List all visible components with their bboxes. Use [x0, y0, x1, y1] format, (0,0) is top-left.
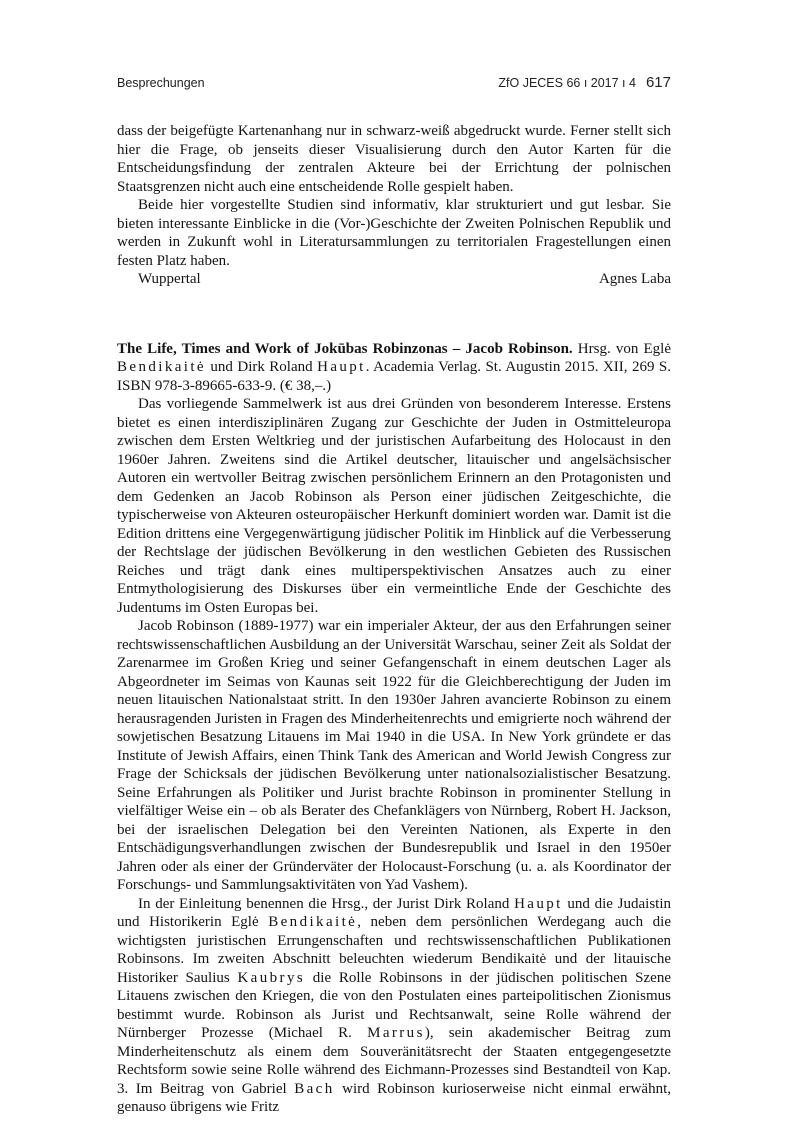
review-paragraph-1: Das vorliegende Sammelwerk ist aus drei Gründen von besonderem Interesse. Erstens bietet es einen interdisziplinären Zugang zur Geschichte der Juden in Ostmitteleuropa zwischen dem Ersten Weltkrieg und der juristischen Aufarbeitung des Holocaust in den 1960er Jahren. Zweitens sind die Artikel deutscher, litauischer und angelsächsischer Autoren ein wertvoller Beitrag zwischen persönlichem Erinnern an den Protagonisten und dem Gedenken an Jacob Robinson als Person einer jüdischen Zeitgeschichte, die typischerweise von Akteuren osteuropäischer Herkunft dominiert worden war. Damit ist die Edition drittens eine Vergegenwärtigung jüdischer Politik im Hinblick auf die Verbesserung der Rechtslage der jüdischen Bevölkerung in den westlichen Gebieten des Russischen Reiches und trägt dank eines multiperspektivischen Ansatzes auch zu einer Entmythologisierung des Diskurses über ein vermeintliche Ende der Geschichte des Judentums im Osten Europas bei. [117, 396, 671, 616]
review-paragraph-2: Jacob Robinson (1889-1977) war ein imperialer Akteur, der aus den Erfahrungen seiner rechtswissenschaftlichen Ausbildung an der Universität Warschau, seiner Zeit als Soldat der Zarenarmee im Großen Krieg und seiner Gefangenschaft in einem deutschen Lager als Abgeordneter im Seimas von Kaunas seit 1922 für die Gleichberechtigung der Juden im neuen litauischen Nationalstaat stritt. In den 1930er Jahren avancierte Robinson zu einem herausragenden Juristen in Fragen des Minderheitenrechts und emigrierte noch während der sowjetischen Besatzung Litauens im Mai 1940 in die USA. In New York gründete er das Institute of Jewish Affairs, einen Think Tank des American and World Jewish Congress zur Frage der Schicksals der jüdischen Bevölkerung unter nationalsozialistischer Besatzung. Seine Erfahrungen als Politiker und Jurist brachte Robinson in prominenter Stellung in vielfältiger Weise ein – ob als Berater des Chefanklägers von Nürnberg, Robert H. Jackson, bei der israelischen Delegation bei den Vereinten Nationen, als Experte in den Entschädigungsverhandlungen zwischen der Bundesrepublik und Israel in den 1950er Jahren oder als einer der Gründerväter der Holocaust-Forschung (u. a. als Koordinator der Forschungs- und Sammlungsaktivitäten von Yad Vashem). [117, 618, 671, 893]
review-bibliography [117, 340, 671, 396]
prev-review-paragraph-2: Beide hier vorgestellte Studien sind informativ, klar strukturiert und gut lesbar. Sie bieten interessante Einblicke in die (Vor-)Geschichte der Zweiten Polnischen Republik und werden in Zukunft wohl in Literatursammlungen zu territorialen Fragestellungen einen festen Platz haben. [117, 197, 671, 269]
biblio-part-2: und Dirk Roland [205, 359, 318, 375]
biblio-part-1: Hrsg. von Eglė [572, 340, 671, 357]
author-name-bach: Bach [294, 1080, 335, 1097]
book-title: The Life, Times and Work of Jokūbas Robinzonas – Jacob Robinson. [117, 340, 573, 357]
author-name-marrus: Marrus [367, 1025, 425, 1041]
editor-1: Bendikaitė [117, 359, 206, 375]
biblio-part-3: . Academia Verlag. St. Augustin 2015. XII, 269 S. ISBN 978-3-89665-633-9. (€ 38,–.) [117, 359, 672, 394]
reviewer-name: Agnes Laba [598, 271, 671, 287]
author-name-bendikaite: Bendikaitė [268, 914, 358, 930]
running-header [117, 74, 671, 96]
page-body [117, 122, 671, 1117]
p3-text-e: ), sein akademischer Beitrag zum Minderheitenschutz als einem dem Souveränitätsrecht der Staaten entgegengesetzte Rechtsform sowie seine Rolle während des Eichmann-Prozesses sind Bestandteil von Kap. 3. Im Beitrag von Gabriel [117, 1025, 672, 1097]
page-number: 617 [645, 74, 671, 91]
author-name-kaubrys: Kaubrys [237, 969, 306, 986]
prev-review-paragraph-1: dass der beigefügte Kartenanhang nur in schwarz-weiß abgedruckt wurde. Ferner stellt sich hier die Frage, ob jenseits dieser Visualisierung durch den Autor Karten für die Entscheidungsfindung der zentralen Akteure bei der Errichtung der polnischen Staatsgrenzen nicht auch eine entscheidende Rolle gespielt haben. [117, 123, 671, 195]
p3-text-a: In der Einleitung benennen die Hrsg., der Jurist Dirk Roland [138, 895, 515, 912]
reviewer-place: Wuppertal [138, 271, 201, 287]
editor-2: Haupt [317, 359, 366, 375]
p3-text-d: die Rolle Robinsons in der jüdischen politischen Szene Litauens zwischen den Kriegen, die von den Postulaten eines parteipolitischen Zionismus bestimmt wurde. Robinson als Jurist und Rechtsanwalt, seine Rolle während der Nürnberger Prozesse (Michael R. [117, 969, 671, 1041]
reviewer-signature [117, 270, 671, 289]
review-paragraph-3 [117, 895, 671, 1117]
p3-text-c: , neben dem persönlichen Werdegang auch die wichtigsten juristischen Errungenschaften und rechtswissenschaftlichen Publikationen Robinsons. Im zweiten Abschnitt beleuchten wiederum Bendikaitė und der litauische Historiker Saulius [117, 914, 671, 986]
p3-text-f: wird Robinson kurioserweise nicht einmal erwähnt, genauso übrigens wie Fritz [117, 1080, 671, 1115]
p3-text-b: und die Judaistin und Historikerin Eglė [117, 895, 671, 930]
author-name-haupt: Haupt [514, 895, 563, 912]
section-label: Besprechungen [117, 76, 205, 90]
journal-info [498, 74, 671, 91]
journal-citation: ZfO JECES 66 ı 2017 ı 4 [498, 76, 636, 90]
